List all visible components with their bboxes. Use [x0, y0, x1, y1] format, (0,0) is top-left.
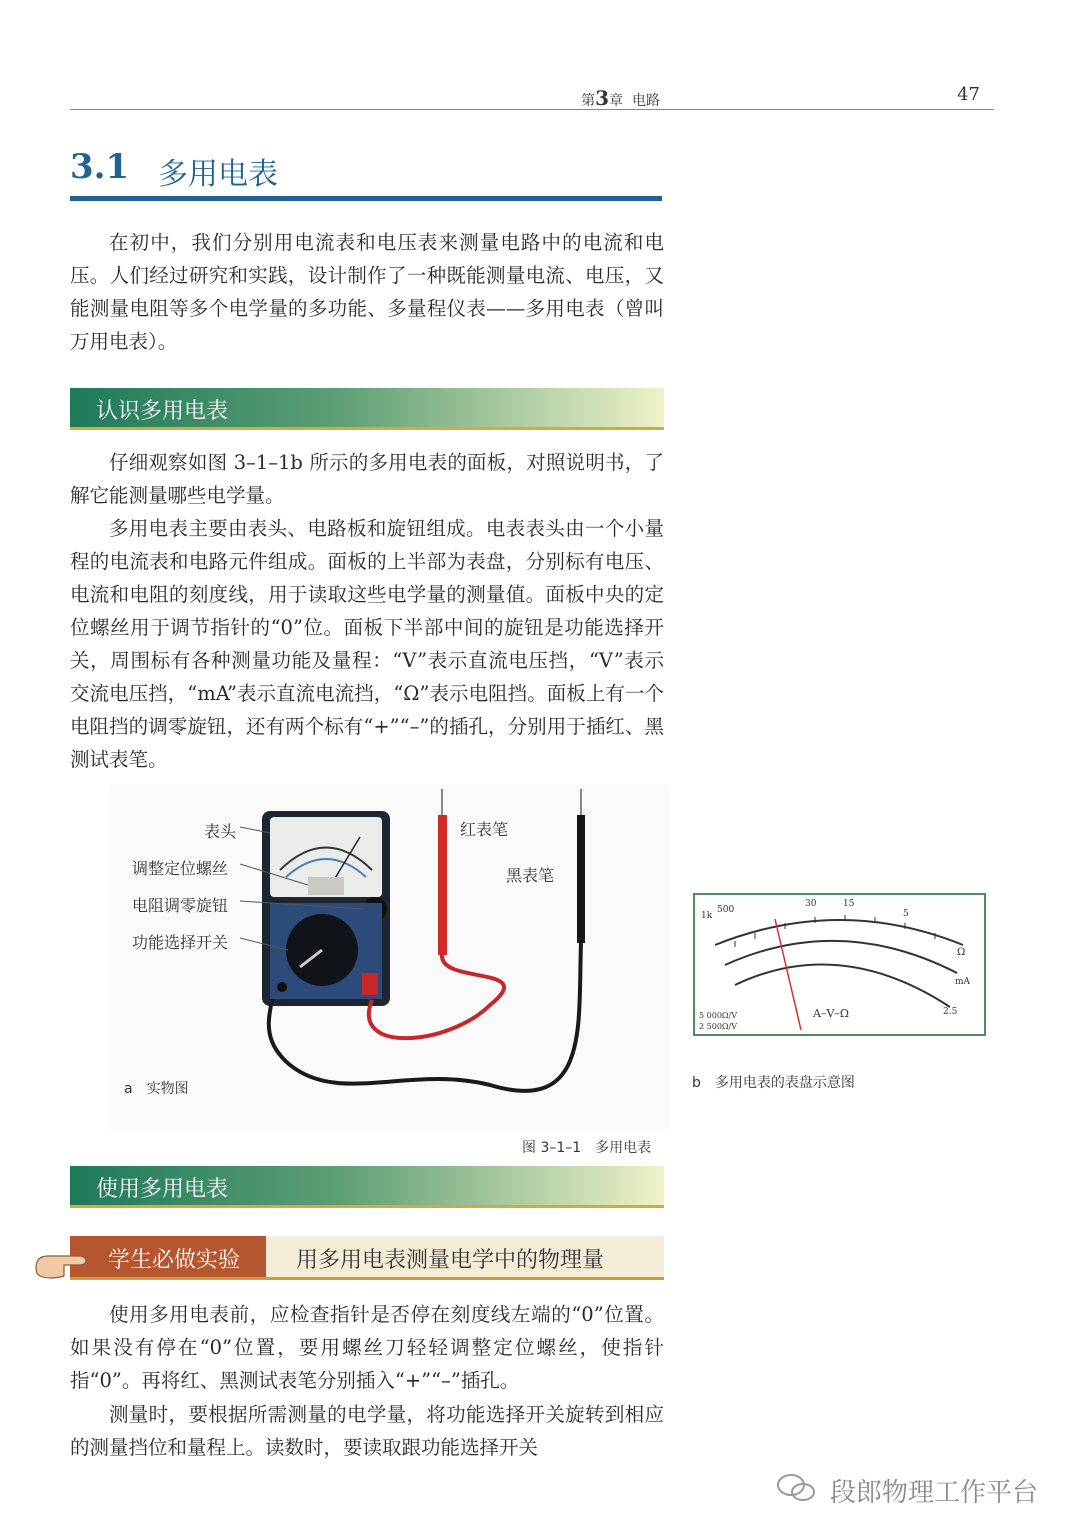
ma-unit: mA [955, 977, 971, 987]
wechat-icon [776, 1472, 816, 1511]
experiment-title: 用多用电表测量电学中的物理量 [296, 1248, 605, 1273]
subsection-title: 认识多用电表 [96, 399, 229, 424]
subsection-title: 使用多用电表 [96, 1177, 229, 1202]
chapter-label [581, 86, 660, 110]
label-zero-knob: 电阻调零旋钮 [132, 896, 229, 915]
subsection-band-identify [70, 388, 664, 430]
experiment-tag-label: 学生必做实验 [108, 1248, 241, 1273]
ohm-scale-left: 1k [701, 911, 713, 921]
dial-scale-right: 2.5 [943, 1007, 958, 1017]
experiment-band [70, 1236, 664, 1280]
section-title [70, 145, 662, 201]
paragraph-observe: 仔细观察如图 3–1–1b 所示的多用电表的面板，对照说明书，了解它能测量哪些电学量。 [70, 451, 664, 507]
label-black-probe: 黑表笔 [506, 866, 555, 885]
paragraph-before-use: 使用多用电表前，应检查指针是否停在刻度线左端的“0”位置。如果没有停在“0”位置，要用螺丝刀轻轻调整定位螺丝，使指针指“0”。再将红、黑测试表笔分别插入“+”“–”插孔。 [70, 1303, 664, 1392]
label-adjust-screw: 调整定位螺丝 [132, 859, 229, 878]
pointing-hand-icon [34, 1246, 90, 1282]
page-number: 47 [957, 84, 980, 105]
intro-paragraph: 在初中，我们分别用电流表和电压表来测量电路中的电流和电压。人们经过研究和实践，设计制作了一种既能测量电流、电压，又能测量电阻等多个电学量的多功能、多量程仪表——多用电表（曾叫万用电表）。 [70, 231, 664, 353]
paragraph-structure: 多用电表主要由表头、电路板和旋钮组成。电表表头由一个小量程的电流表和电路元件组成。面板的上半部为表盘，分别标有电压、电流和电阻的刻度线，用于读取这些电学量的测量值。面板中央的定位螺丝用于调节指针的“0”位。面板下半部中间的旋钮是功能选择开关，周围标有各种测量功能及量程：“V”表示直流电压挡，“V”表示交流电压挡，“mA”表示直流电流挡，“Ω”表示电阻挡。面板上有一个电阻挡的调零旋钮，还有两个标有“+”“–”的插孔，分别用于插红、黑测试表笔。 [70, 517, 664, 771]
multimeter-illustration [110, 785, 670, 1130]
ohm-scale-5: 5 [903, 909, 909, 919]
chapter-name: 电路 [632, 93, 660, 109]
section-number: 3.1 [70, 147, 130, 187]
dial-schematic [693, 893, 986, 1036]
section-name: 多用电表 [158, 157, 278, 192]
dial-spec-1: 5 000Ω/V [699, 1011, 738, 1020]
experiment-tag [70, 1236, 266, 1277]
caption-b: b 多用电表的表盘示意图 [692, 1075, 855, 1091]
multimeter-photo [110, 785, 670, 1130]
label-red-probe: 红表笔 [460, 820, 509, 839]
ohm-scale-500: 500 [717, 905, 735, 915]
chapter-prefix: 第 [581, 93, 596, 109]
dial-center-text: A–V–Ω [813, 1007, 850, 1020]
ohm-scale-15: 15 [843, 899, 855, 909]
paragraph-measurement: 测量时，要根据所需测量的电学量，将功能选择开关旋转到相应的测量挡位和量程上。读数时，要读取跟功能选择开关 [70, 1403, 664, 1459]
subsection-band-use [70, 1166, 664, 1208]
ohm-unit: Ω [957, 947, 966, 958]
label-meter-head: 表头 [204, 822, 237, 841]
running-header [70, 82, 994, 110]
chapter-suffix: 章 [609, 93, 624, 109]
caption-a: a 实物图 [124, 1081, 189, 1097]
watermark [776, 1470, 1056, 1510]
figure-caption: 图 3–1–1 多用电表 [522, 1140, 652, 1156]
label-selector-switch: 功能选择开关 [132, 933, 229, 952]
chapter-number: 3 [595, 86, 610, 110]
dial-spec-2: 2 500Ω/V [699, 1022, 738, 1031]
ohm-scale-30: 30 [805, 899, 817, 909]
watermark-text: 段郎物理工作平台 [830, 1478, 1039, 1508]
